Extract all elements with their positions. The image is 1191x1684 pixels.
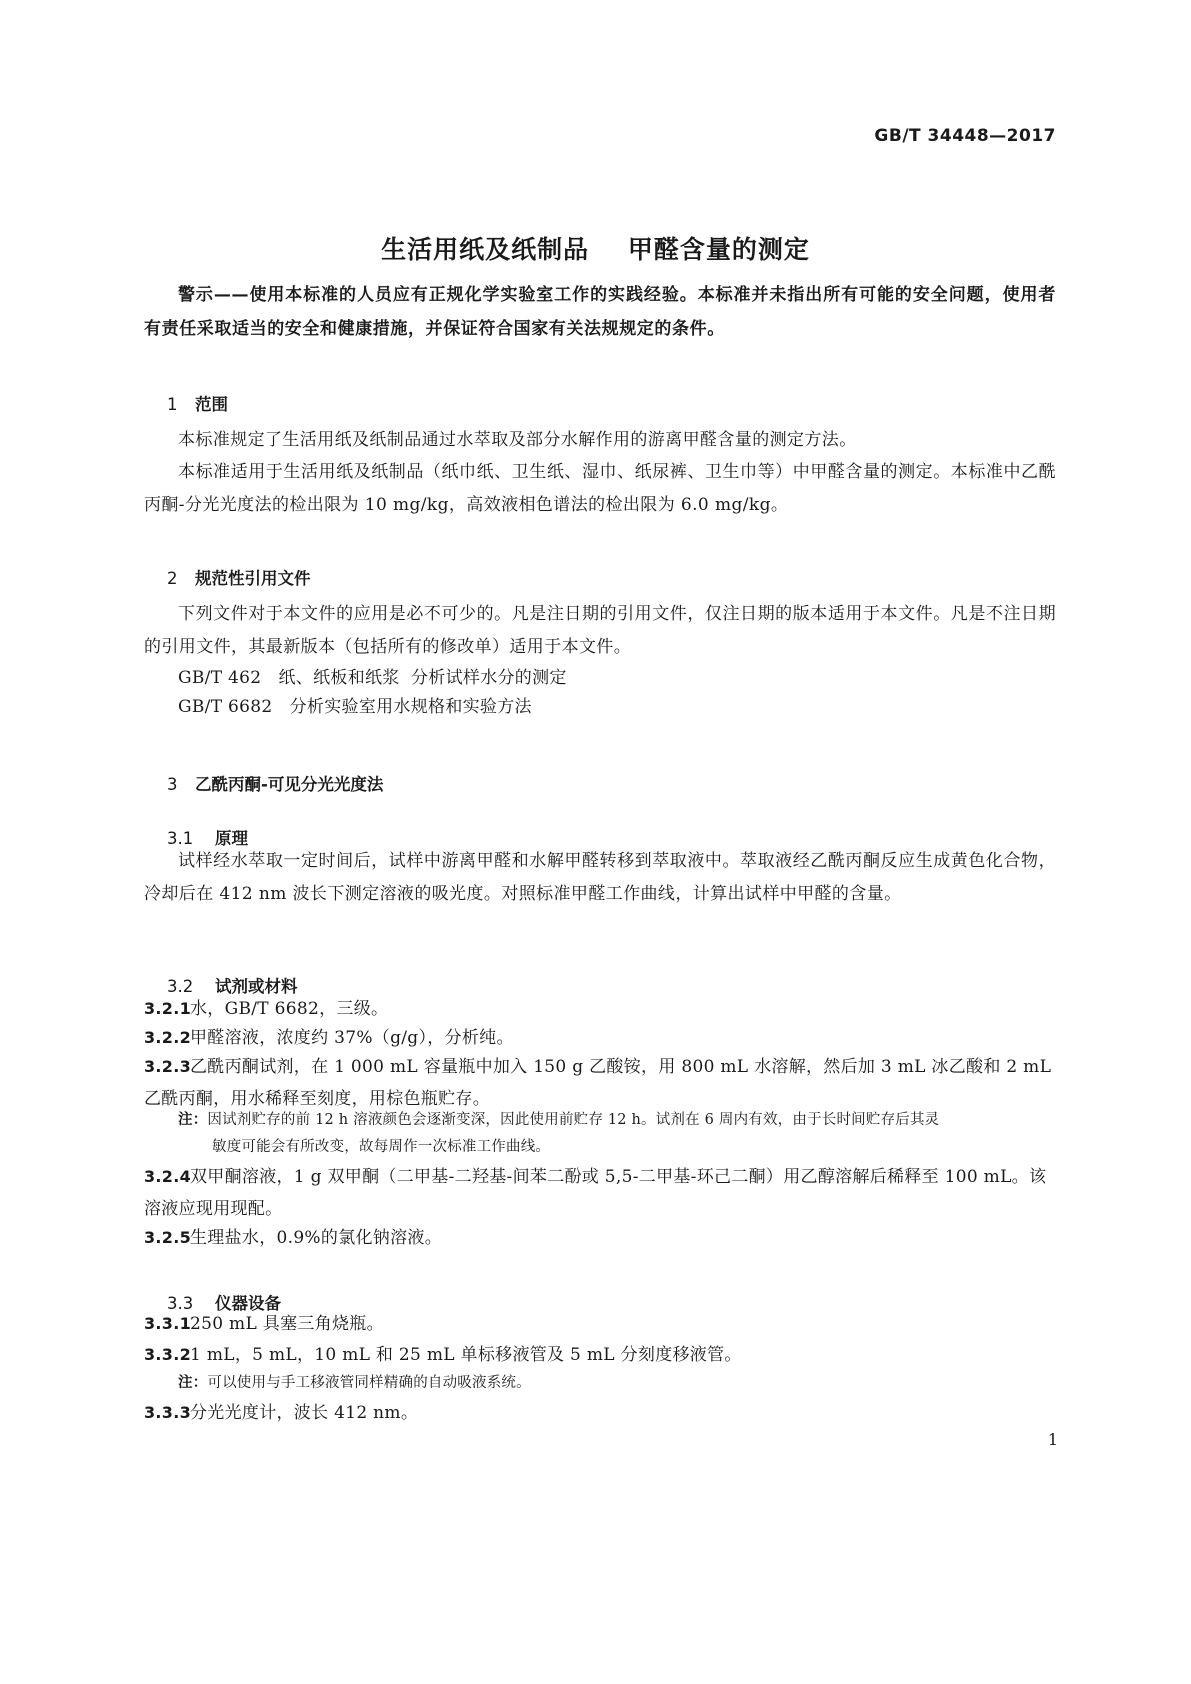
list-item — [144, 1308, 1056, 1340]
item-text: 分光光度计，波长 412 nm。 — [190, 1403, 419, 1423]
section-number: 3 — [166, 775, 178, 794]
item-text: 乙酰丙酮试剂，在 1 000 mL 容量瓶中加入 150 g 乙酸铵，用 800 mL 水溶解，然后加 3 mL 冰乙酸和 2 mL 乙酰丙酮，用水稀释至刻度，用棕色瓶贮存。 — [144, 1057, 1052, 1109]
section-1-paragraph-2: 本标准适用于生活用纸及纸制品（纸巾纸、卫生纸、湿巾、纸尿裤、卫生巾等）中甲醛含量的测定。本标准中乙酰丙酮-分光光度法的检出限为 10 mg/kg，高效液相色谱法的检出限为 6.0 mg/kg。 — [144, 462, 1056, 515]
section-title: 试剂或材料 — [214, 977, 298, 996]
item-text: 甲醛溶液，浓度约 37%（g/g），分析纯。 — [190, 1028, 514, 1048]
item-number: 3.2.5 — [144, 1228, 192, 1247]
page-number: 1 — [1047, 1430, 1058, 1449]
normative-reference: GB/T 6682 分析实验室用水规格和实验方法 — [178, 697, 532, 717]
normative-reference: GB/T 462 纸、纸板和纸浆 分析试样水分的测定 — [178, 668, 567, 688]
list-item — [144, 1022, 1056, 1054]
section-number: 3.2 — [166, 977, 194, 996]
item-number: 3.2.2 — [144, 1028, 192, 1047]
list-item — [144, 1397, 1056, 1429]
item-text: 1 mL，5 mL，10 mL 和 25 mL 单标移液管及 5 mL 分刻度移液管。 — [190, 1345, 742, 1365]
note-text-continuation: 敏度可能会有所改变，故每周作一次标准工作曲线。 — [212, 1139, 551, 1155]
item-text: 生理盐水，0.9%的氯化钠溶液。 — [190, 1228, 442, 1248]
section-number: 1 — [166, 395, 178, 414]
document-title: 生活用纸及纸制品 甲醛含量的测定 — [381, 235, 810, 264]
list-item — [144, 993, 1056, 1025]
section-title: 乙酰丙酮-可见分光光度法 — [194, 775, 384, 794]
note-label: 注： — [178, 1112, 208, 1128]
item-number: 3.3.2 — [144, 1345, 192, 1364]
list-item — [144, 1222, 1056, 1254]
section-2-paragraph: 下列文件对于本文件的应用是必不可少的。凡是注日期的引用文件，仅注日期的版本适用于本文件。凡是不注日期的引用文件，其最新版本（包括所有的修改单）适用于本文件。 — [144, 604, 1056, 657]
note-label: 注： — [178, 1375, 208, 1391]
section-title: 规范性引用文件 — [194, 569, 311, 588]
section-number: 3.1 — [166, 829, 194, 848]
section-3-heading — [144, 752, 383, 814]
list-item — [144, 1339, 1056, 1371]
list-item — [144, 1051, 1056, 1115]
section-1-paragraph-1: 本标准规定了生活用纸及纸制品通过水萃取及部分水解作用的游离甲醛含量的测定方法。 — [178, 430, 857, 450]
warning-paragraph: 警示——使用本标准的人员应有正规化学实验室工作的实践经验。本标准并未指出所有可能的安全问题，使用者有责任采取适当的安全和健康措施，并保证符合国家有关法规规定的条件。 — [144, 285, 1056, 339]
section-title: 仪器设备 — [214, 1294, 281, 1313]
item-number: 3.3.3 — [144, 1403, 192, 1422]
item-number: 3.2.4 — [144, 1167, 192, 1186]
note-text: 因试剂贮存的前 12 h 溶液颜色会逐渐变深，因此使用前贮存 12 h。试剂在 6 周内有效，由于长时间贮存后其灵 — [207, 1112, 940, 1128]
section-title: 原理 — [214, 829, 248, 848]
note — [178, 1107, 1056, 1161]
item-number: 3.3.1 — [144, 1314, 192, 1333]
section-number: 3.3 — [166, 1294, 194, 1313]
note-text: 可以使用与手工移液管同样精确的自动吸液系统。 — [207, 1375, 531, 1391]
item-text: 双甲酮溶液，1 g 双甲酮（二甲基-二羟基-间苯二酚或 5,5-二甲基-环己二酮）用乙醇溶解后稀释至 100 mL。该溶液应现用现配。 — [144, 1167, 1047, 1219]
list-item — [144, 1161, 1056, 1225]
section-title: 范围 — [194, 395, 228, 414]
item-text: 250 mL 具塞三角烧瓶。 — [190, 1314, 384, 1334]
standard-number: GB/T 34448—2017 — [874, 126, 1056, 146]
note — [178, 1370, 1056, 1397]
item-number: 3.2.1 — [144, 999, 192, 1018]
section-number: 2 — [166, 569, 178, 588]
item-number: 3.2.3 — [144, 1057, 192, 1076]
item-text: 水，GB/T 6682，三级。 — [190, 999, 389, 1019]
section-3-1-paragraph: 试样经水萃取一定时间后，试样中游离甲醛和水解甲醛转移到萃取液中。萃取液经乙酰丙酮反应生成黄色化合物，冷却后在 412 nm 波长下测定溶液的吸光度。对照标准甲醛工作曲线，计算出试样中甲醛的含量。 — [144, 851, 1056, 904]
